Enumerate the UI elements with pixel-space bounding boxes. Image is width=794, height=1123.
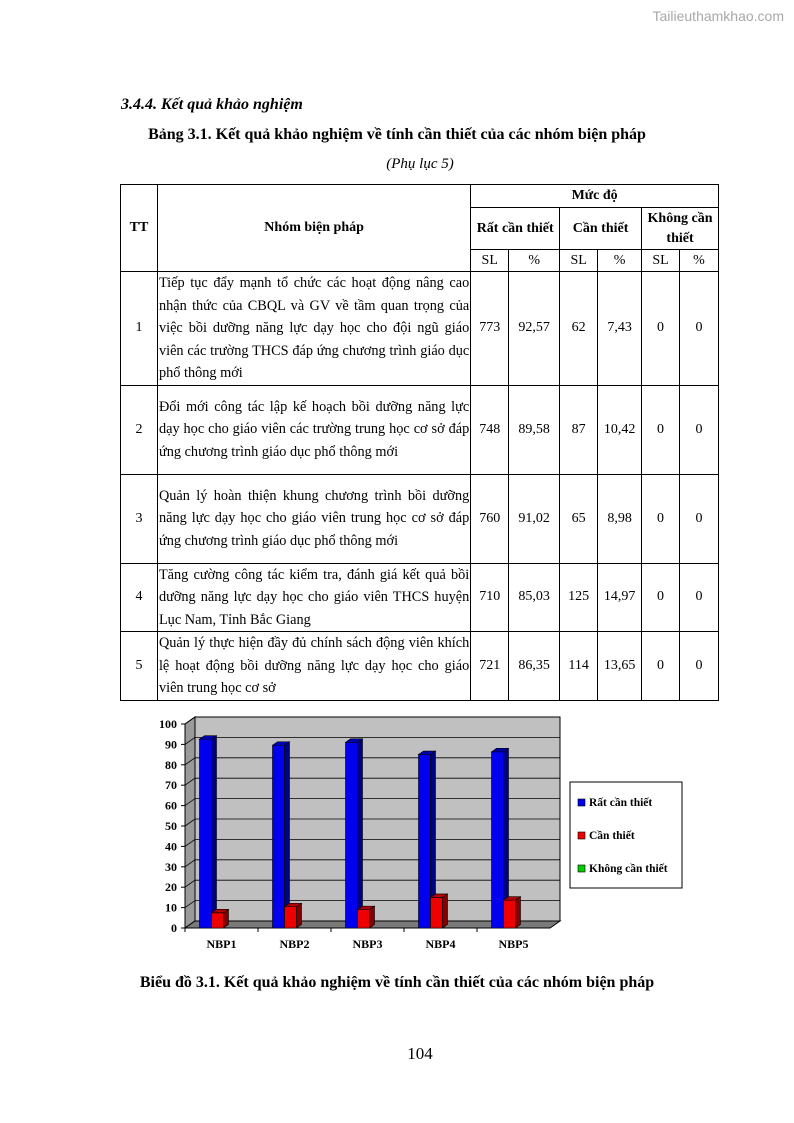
bar-nbp3-s2 bbox=[358, 910, 370, 928]
cell-sl1: 748 bbox=[471, 385, 509, 474]
bar-nbp2-s1 bbox=[273, 745, 285, 928]
bar-side-nbp5-s2 bbox=[516, 897, 521, 928]
y-tick-label: 20 bbox=[165, 880, 177, 895]
row-tt: 3 bbox=[121, 474, 158, 563]
x-tick-label: NBP2 bbox=[279, 937, 310, 951]
row-desc: Quản lý hoàn thiện khung chương trình bồi dưỡng năng lực dạy học cho giáo viên trung học cơ sở đáp ứng chương trình giáo dục phổ thông mới bbox=[157, 474, 470, 563]
cell-p3: 0 bbox=[680, 563, 719, 632]
legend-swatch bbox=[578, 832, 585, 839]
cell-sl3: 0 bbox=[642, 272, 680, 386]
table-row bbox=[121, 474, 719, 563]
legend-label: Không cần thiết bbox=[589, 863, 668, 875]
bar-side-nbp2-s1 bbox=[285, 742, 290, 928]
y-tick-label: 60 bbox=[165, 798, 177, 813]
y-tick-label: 50 bbox=[165, 819, 177, 833]
y-tick-label: 0 bbox=[171, 921, 177, 935]
cell-sl2: 87 bbox=[560, 385, 598, 474]
cell-p1: 89,58 bbox=[509, 385, 560, 474]
cell-p3: 0 bbox=[680, 272, 719, 386]
y-tick-label: 70 bbox=[165, 778, 177, 793]
cell-sl3: 0 bbox=[642, 474, 680, 563]
table-row bbox=[121, 563, 719, 632]
bar-side-nbp1-s1 bbox=[212, 736, 217, 928]
legend-label: Rất cần thiết bbox=[589, 797, 653, 809]
cell-p1: 85,03 bbox=[509, 563, 560, 632]
table-row bbox=[121, 385, 719, 474]
y-tick-label: 10 bbox=[165, 900, 177, 915]
cell-sl1: 721 bbox=[471, 632, 509, 701]
y-tick-label: 40 bbox=[165, 839, 177, 854]
bar-side-nbp2-s2 bbox=[297, 903, 302, 928]
header-needed: Cần thiết bbox=[560, 208, 642, 250]
table-subcaption: (Phụ lục 5) bbox=[386, 156, 454, 172]
y-tick-label: 100 bbox=[159, 717, 177, 731]
y-tick-label: 90 bbox=[165, 737, 177, 752]
bar-nbp1-s1 bbox=[200, 739, 212, 928]
bar-side-nbp3-s1 bbox=[358, 739, 363, 928]
cell-p1: 86,35 bbox=[509, 632, 560, 701]
cell-p1: 91,02 bbox=[509, 474, 560, 563]
cell-sl1: 773 bbox=[471, 272, 509, 386]
row-tt: 5 bbox=[121, 632, 158, 701]
table-row bbox=[121, 272, 719, 386]
table-caption: Bảng 3.1. Kết quả khảo nghiệm về tính cần thiết của các nhóm biện pháp bbox=[148, 126, 646, 143]
legend-label: Cần thiết bbox=[589, 830, 635, 842]
cell-sl2: 62 bbox=[560, 272, 598, 386]
header-pct: % bbox=[680, 250, 719, 272]
header-level: Mức độ bbox=[471, 185, 719, 208]
bar-nbp4-s2 bbox=[431, 897, 443, 928]
cell-sl1: 760 bbox=[471, 474, 509, 563]
header-group: Nhóm biện pháp bbox=[157, 185, 470, 272]
x-tick-label: NBP3 bbox=[352, 937, 383, 951]
cell-p1: 92,57 bbox=[509, 272, 560, 386]
bar-nbp5-s1 bbox=[492, 752, 504, 928]
cell-sl3: 0 bbox=[642, 563, 680, 632]
cell-p2: 14,97 bbox=[598, 563, 642, 632]
cell-p2: 7,43 bbox=[598, 272, 642, 386]
cell-sl3: 0 bbox=[642, 632, 680, 701]
legend-swatch bbox=[578, 799, 585, 806]
section-title: 3.4.4. Kết quả khảo nghiệm bbox=[121, 96, 303, 113]
watermark: Tailieuthamkhao.com bbox=[652, 8, 784, 24]
row-tt: 2 bbox=[121, 385, 158, 474]
bar-side-nbp4-s2 bbox=[443, 894, 448, 928]
row-desc: Quản lý thực hiện đầy đủ chính sách động viên khích lệ hoạt động bồi dưỡng năng lực dạy học cho giáo viên trung học cơ sở bbox=[157, 632, 470, 701]
header-pct: % bbox=[598, 250, 642, 272]
row-tt: 1 bbox=[121, 272, 158, 386]
cell-sl2: 125 bbox=[560, 563, 598, 632]
header-sl: SL bbox=[471, 250, 509, 272]
legend-swatch bbox=[578, 865, 585, 872]
chart-caption: Biểu đồ 3.1. Kết quả khảo nghiệm về tính cần thiết của các nhóm biện pháp bbox=[139, 974, 655, 991]
cell-sl1: 710 bbox=[471, 563, 509, 632]
bar-chart bbox=[140, 712, 700, 957]
cell-sl3: 0 bbox=[642, 385, 680, 474]
cell-p2: 13,65 bbox=[598, 632, 642, 701]
x-tick-label: NBP5 bbox=[498, 937, 529, 951]
header-sl: SL bbox=[560, 250, 598, 272]
header-pct: % bbox=[509, 250, 560, 272]
row-desc: Đổi mới công tác lập kế hoạch bồi dưỡng năng lực dạy học cho giáo viên các trường trung học cơ sở đáp ứng chương trình giáo dục phổ thông mới bbox=[157, 385, 470, 474]
results-table bbox=[120, 184, 719, 701]
cell-p3: 0 bbox=[680, 474, 719, 563]
cell-p2: 8,98 bbox=[598, 474, 642, 563]
header-sl: SL bbox=[642, 250, 680, 272]
header-tt: TT bbox=[121, 185, 158, 272]
page-number: 104 bbox=[407, 1044, 433, 1063]
row-tt: 4 bbox=[121, 563, 158, 632]
x-tick-label: NBP4 bbox=[425, 937, 456, 951]
bar-nbp1-s2 bbox=[212, 913, 224, 928]
x-tick-label: NBP1 bbox=[206, 937, 237, 951]
cell-sl2: 114 bbox=[560, 632, 598, 701]
table-row bbox=[121, 632, 719, 701]
bar-nbp5-s2 bbox=[504, 900, 516, 928]
header-not-needed: Không cần thiết bbox=[642, 208, 719, 250]
row-desc: Tăng cường công tác kiểm tra, đánh giá kết quả bồi dưỡng năng lực dạy học cho giáo viên THCS huyện Lục Nam, Tỉnh Bắc Giang bbox=[157, 563, 470, 632]
header-very-needed: Rất cần thiết bbox=[471, 208, 560, 250]
bar-nbp2-s2 bbox=[285, 907, 297, 928]
cell-p2: 10,42 bbox=[598, 385, 642, 474]
cell-p3: 0 bbox=[680, 632, 719, 701]
row-desc: Tiếp tục đẩy mạnh tổ chức các hoạt động nâng cao nhận thức của CBQL và GV về tầm quan trọng của việc bồi dưỡng năng lực dạy học cho đội ngũ giáo viên các trường THCS đáp ứng chương trình giáo dục phổ thông mới bbox=[157, 272, 470, 386]
bar-nbp3-s1 bbox=[346, 742, 358, 928]
y-tick-label: 80 bbox=[165, 757, 177, 772]
cell-sl2: 65 bbox=[560, 474, 598, 563]
cell-p3: 0 bbox=[680, 385, 719, 474]
y-tick-label: 30 bbox=[165, 859, 177, 874]
bar-nbp4-s1 bbox=[419, 755, 431, 928]
